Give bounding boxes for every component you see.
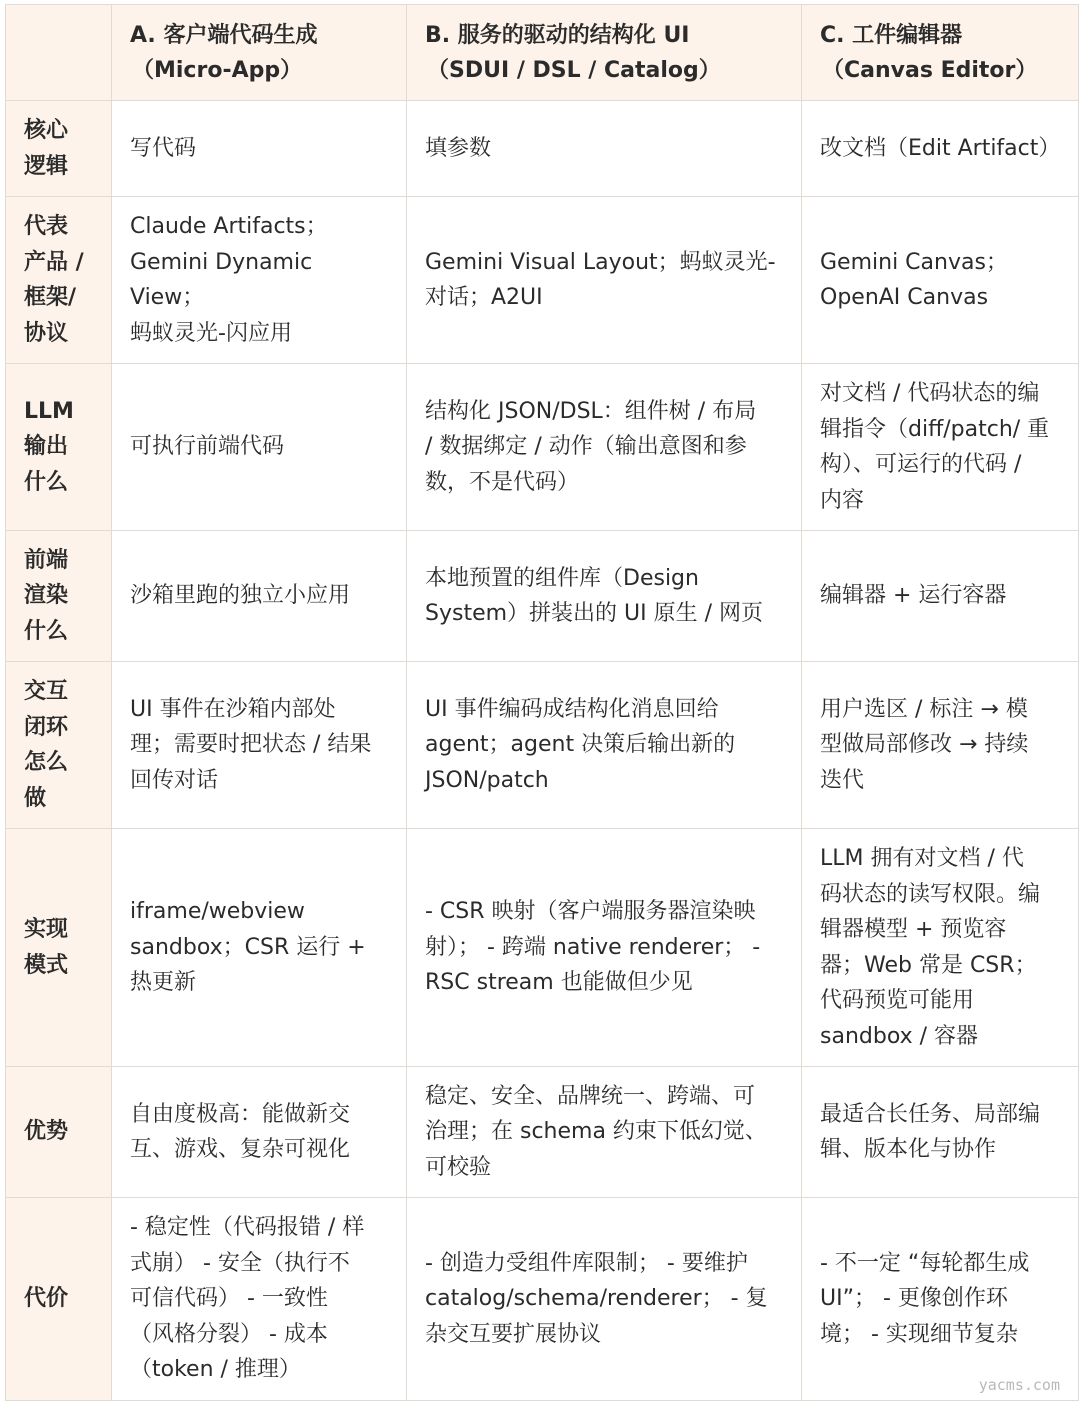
row-label-line: 核心 — [24, 118, 69, 143]
row-label-line: 什么 — [24, 469, 69, 495]
cell-col-b — [407, 1067, 802, 1198]
cell-text-line: 辑、版本化与协作 — [820, 1137, 997, 1162]
cell-text-line: 理；需要时把状态 / 结果 — [130, 732, 372, 758]
cell-text-line: sandbox / 容器 — [820, 1023, 979, 1049]
cell-text-line: 迭代 — [820, 767, 865, 793]
row-label-line: 框架/ — [24, 285, 77, 310]
row-label-cell — [6, 531, 112, 662]
cell-col-b — [407, 1198, 802, 1401]
cell-text-line: 结构化 JSON/DSL：组件树 / 布局 — [425, 398, 757, 424]
header-corner-cell — [6, 5, 112, 101]
cell-text-line: 热更新 — [130, 970, 197, 996]
cell-text-line: 辑器模型 + 预览容 — [820, 917, 1007, 942]
cell-col-c — [802, 101, 1079, 197]
cell-col-b — [407, 197, 802, 364]
cell-text-line: 码状态的读写权限。编 — [820, 881, 1041, 907]
table-row — [6, 364, 1079, 531]
cell-text-line: 辑指令（diff/patch/ 重 — [820, 416, 1050, 442]
cell-col-a — [112, 101, 407, 197]
comparison-table — [5, 4, 1079, 1401]
cell-text-line: 最适合长任务、局部编 — [820, 1101, 1041, 1127]
cell-col-c — [802, 1198, 1079, 1401]
table-row — [6, 829, 1079, 1067]
cell-col-a — [112, 1067, 407, 1198]
row-label-line: 优势 — [24, 1119, 69, 1145]
cell-text-line: agent；agent 决策后输出新的 — [425, 732, 736, 758]
cell-text-line: 自由度极高：能做新交 — [130, 1101, 351, 1127]
cell-text-line: 代码预览可能用 — [820, 988, 975, 1013]
cell-text-line: 器；Web 常是 CSR； — [820, 952, 1037, 978]
cell-text-line: 蚂蚁灵光-闪应用 — [130, 320, 292, 346]
cell-text-line: - 创造力受组件库限制； - 要维护 — [425, 1250, 748, 1276]
cell-col-a — [112, 531, 407, 662]
cell-text-line: UI 事件编码成结构化消息回给 — [425, 696, 719, 722]
header-col-c-subtitle: （Canvas Editor） — [822, 57, 1038, 83]
cell-col-b — [407, 364, 802, 531]
cell-text-line: （token / 推理） — [130, 1357, 301, 1383]
cell-text-line: 可信代码） - 一致性 — [130, 1286, 328, 1312]
cell-text-line: 数，不是代码） — [425, 469, 580, 495]
cell-text-line: Gemini Canvas； — [820, 249, 1008, 275]
cell-text-line: 治理；在 schema 约束下低幻觉、 — [425, 1119, 767, 1145]
row-label-cell — [6, 197, 112, 364]
table-row — [6, 1067, 1079, 1198]
cell-text-line: 式崩） - 安全（执行不 — [130, 1250, 350, 1276]
header-col-a-title: A. 客户端代码生成 — [130, 22, 318, 48]
cell-text-line: Claude Artifacts； — [130, 214, 328, 239]
cell-col-c — [802, 1067, 1079, 1198]
cell-col-a — [112, 662, 407, 829]
cell-text-line: 写代码 — [130, 135, 197, 161]
row-label-line: 逻辑 — [24, 153, 69, 179]
cell-text-line: 互、游戏、复杂可视化 — [130, 1137, 351, 1162]
row-label-line: 代表 — [24, 214, 69, 239]
table-row — [6, 662, 1079, 829]
cell-text-line: 射）； - 跨端 native renderer； - — [425, 934, 761, 960]
row-label-cell — [6, 364, 112, 531]
row-label-line: 什么 — [24, 618, 69, 644]
cell-text-line: 稳定、安全、品牌统一、跨端、可 — [425, 1083, 756, 1109]
cell-text-line: 沙箱里跑的独立小应用 — [130, 583, 351, 609]
row-label-line: 渲染 — [24, 583, 69, 609]
cell-text-line: - 不一定 “每轮都生成 — [820, 1250, 1030, 1276]
row-label-line: 做 — [24, 785, 47, 811]
cell-text-line: OpenAI Canvas — [820, 285, 989, 310]
table-row — [6, 1198, 1079, 1401]
cell-text-line: 内容 — [820, 487, 865, 513]
cell-text-line: 编辑器 + 运行容器 — [820, 583, 1007, 609]
cell-text-line: 可校验 — [425, 1154, 492, 1180]
row-label-line: LLM — [24, 398, 74, 424]
cell-text-line: 对话；A2UI — [425, 285, 543, 310]
table-header-row — [6, 5, 1079, 101]
header-col-c-title: C. 工件编辑器 — [820, 22, 963, 48]
header-col-a-subtitle: （Micro-App） — [132, 57, 303, 83]
cell-text-line: 本地预置的组件库（Design — [425, 565, 699, 591]
row-label-line: 模式 — [24, 952, 69, 978]
row-label-line: 怎么 — [24, 750, 69, 775]
cell-text-line: catalog/schema/renderer； - 复 — [425, 1286, 768, 1312]
table-row — [6, 197, 1079, 364]
cell-text-line: System）拼装出的 UI 原生 / 网页 — [425, 601, 764, 626]
cell-col-a — [112, 197, 407, 364]
watermark: yacms.com — [978, 1376, 1060, 1394]
cell-text-line: UI 事件在沙箱内部处 — [130, 696, 336, 722]
cell-text-line: 用户选区 / 标注 → 模 — [820, 696, 1028, 722]
row-label-cell — [6, 829, 112, 1067]
cell-text-line: sandbox；CSR 运行 + — [130, 934, 366, 960]
cell-text-line: 构）、可运行的代码 / — [820, 452, 1022, 477]
table-row — [6, 101, 1079, 197]
cell-col-c — [802, 662, 1079, 829]
row-label-cell — [6, 1198, 112, 1401]
row-label-line: 协议 — [24, 320, 69, 346]
row-label-line: 交互 — [24, 679, 69, 704]
header-col-b-subtitle: （SDUI / DSL / Catalog） — [427, 57, 721, 83]
cell-text-line: LLM 拥有对文档 / 代 — [820, 846, 1024, 871]
cell-text-line: - 稳定性（代码报错 / 样 — [130, 1215, 365, 1241]
cell-text-line: / 数据绑定 / 动作（输出意图和参 — [425, 434, 747, 460]
header-col-b-title: B. 服务的驱动的结构化 UI — [425, 22, 690, 48]
header-col-c — [802, 5, 1079, 101]
cell-text-line: 填参数 — [425, 135, 492, 161]
cell-text-line: 对文档 / 代码状态的编 — [820, 381, 1040, 406]
cell-text-line: JSON/patch — [425, 767, 549, 793]
cell-text-line: UI”； - 更像创作环 — [820, 1286, 1008, 1312]
cell-text-line: - CSR 映射（客户端服务器渲染映 — [425, 899, 756, 925]
cell-col-b — [407, 662, 802, 829]
cell-col-c — [802, 197, 1079, 364]
cell-text-line: Gemini Visual Layout；蚂蚁灵光- — [425, 249, 776, 275]
table-row — [6, 531, 1079, 662]
cell-col-a — [112, 364, 407, 531]
row-label-cell — [6, 101, 112, 197]
cell-col-b — [407, 531, 802, 662]
cell-col-b — [407, 101, 802, 197]
cell-text-line: （风格分裂） - 成本 — [130, 1321, 328, 1347]
cell-text-line: 回传对话 — [130, 767, 219, 793]
cell-text-line: 型做局部修改 → 持续 — [820, 732, 1029, 758]
cell-col-b — [407, 829, 802, 1067]
cell-text-line: 改文档（Edit Artifact） — [820, 135, 1061, 161]
cell-col-c — [802, 364, 1079, 531]
cell-col-a — [112, 829, 407, 1067]
row-label-line: 实现 — [24, 917, 69, 942]
row-label-line: 代价 — [24, 1286, 69, 1312]
cell-col-c — [802, 531, 1079, 662]
row-label-line: 前端 — [24, 547, 69, 573]
cell-col-c — [802, 829, 1079, 1067]
row-label-line: 输出 — [24, 434, 69, 460]
header-col-a — [112, 5, 407, 101]
cell-text-line: iframe/webview — [130, 899, 305, 925]
row-label-cell — [6, 1067, 112, 1198]
table-body — [6, 101, 1079, 1401]
header-col-b — [407, 5, 802, 101]
cell-text-line: RSC stream 也能做但少见 — [425, 970, 693, 996]
row-label-line: 闭环 — [24, 714, 69, 740]
cell-text-line: 可执行前端代码 — [130, 434, 285, 460]
cell-text-line: 杂交互要扩展协议 — [425, 1321, 602, 1347]
cell-col-a — [112, 1198, 407, 1401]
row-label-line: 产品 / — [24, 249, 84, 275]
cell-text-line: 境； - 实现细节复杂 — [820, 1321, 1018, 1347]
row-label-cell — [6, 662, 112, 829]
cell-text-line: Gemini Dynamic View； — [130, 249, 313, 310]
